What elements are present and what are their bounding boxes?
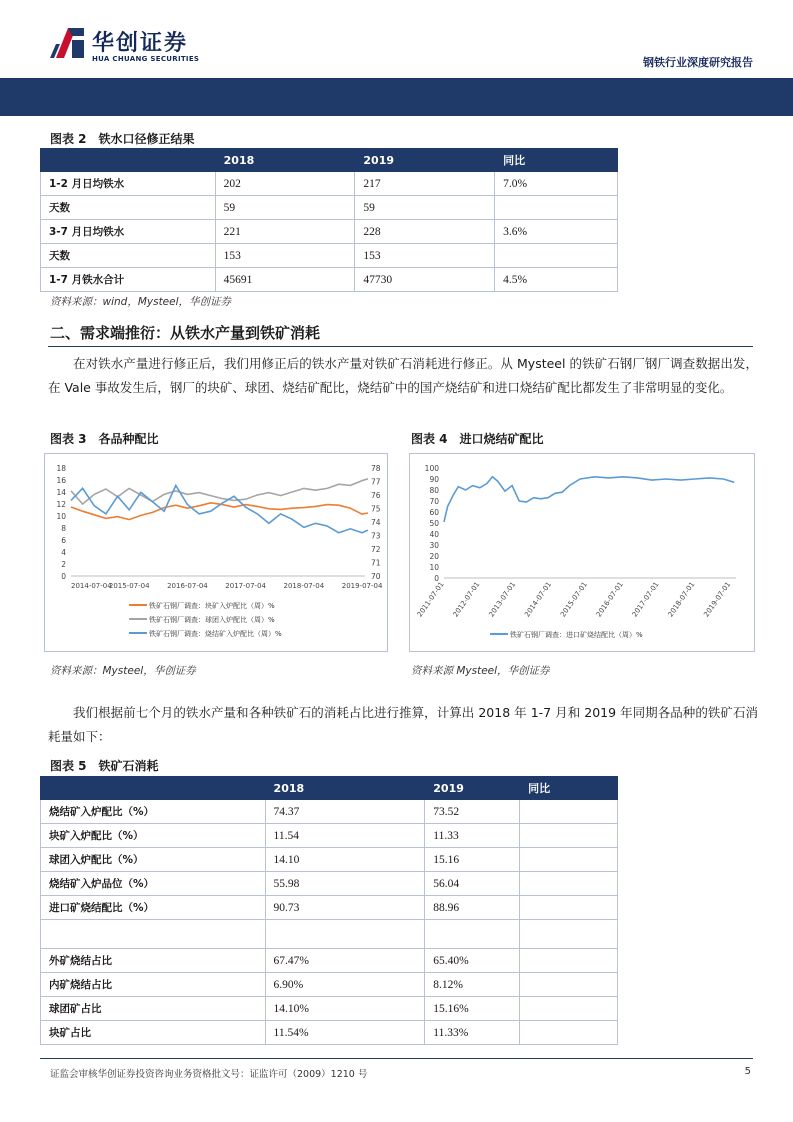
table-cell: 73.52 <box>425 800 520 824</box>
x-tick-label: 2013-07-01 <box>487 580 518 619</box>
row-label: 天数 <box>41 196 216 220</box>
section-divider <box>48 346 753 347</box>
column-header: 2019 <box>425 777 520 800</box>
table2-source: 资料来源：wind，Mysteel，华创证券 <box>50 296 232 308</box>
x-tick-label: 2018-07-01 <box>666 580 697 619</box>
figure4-caption-num: 图表 4 <box>411 432 448 446</box>
table2-caption <box>50 130 195 147</box>
iron-correction-table <box>40 148 618 292</box>
y-tick-label: 70 <box>429 497 439 506</box>
table-cell: 55.98 <box>265 872 425 896</box>
row-label: 球团矿占比 <box>41 997 266 1021</box>
table-row <box>41 268 618 292</box>
y-tick-label: 100 <box>424 464 439 473</box>
figure3-caption-num: 图表 3 <box>50 432 87 446</box>
table-cell: 11.33 <box>425 824 520 848</box>
table-row <box>41 220 618 244</box>
header-bar <box>0 78 793 116</box>
table-cell: 7.0% <box>495 172 618 196</box>
table-cell: 67.47% <box>265 949 425 973</box>
y-tick-label-left: 12 <box>56 500 66 509</box>
y-tick-label-left: 18 <box>56 464 66 473</box>
x-tick-label: 2015-07-04 <box>108 582 150 590</box>
row-label: 烧结矿入炉品位（%） <box>41 872 266 896</box>
table-cell <box>520 848 618 872</box>
figure3-caption-title: 各品种配比 <box>98 432 159 446</box>
table-row <box>41 997 618 1021</box>
ore-consumption-table <box>40 776 618 1045</box>
table-row <box>41 824 618 848</box>
row-label <box>41 920 266 949</box>
y-tick-label-right: 76 <box>371 491 381 500</box>
table-cell: 65.40% <box>425 949 520 973</box>
x-tick-label: 2014-07-04 <box>71 582 112 590</box>
x-tick-label: 2018-07-04 <box>283 582 325 590</box>
column-header <box>41 777 266 800</box>
y-tick-label: 30 <box>429 541 439 550</box>
table-cell <box>520 824 618 848</box>
table-row <box>41 949 618 973</box>
table-cell <box>265 920 425 949</box>
x-tick-label: 2019-07-01 <box>702 580 733 619</box>
table-cell: 88.96 <box>425 896 520 920</box>
column-header: 2018 <box>215 149 355 172</box>
y-tick-label-right: 70 <box>371 572 381 581</box>
y-tick-label: 80 <box>429 486 439 495</box>
footer-divider <box>40 1058 753 1059</box>
row-label: 球团入炉配比（%） <box>41 848 266 872</box>
table-cell: 11.54% <box>265 1021 425 1045</box>
y-tick-label-left: 10 <box>56 512 66 521</box>
y-tick-label-right: 75 <box>371 504 381 514</box>
table-cell: 90.73 <box>265 896 425 920</box>
table-cell <box>520 997 618 1021</box>
table-cell: 3.6% <box>495 220 618 244</box>
row-label: 1-7 月铁水合计 <box>41 268 216 292</box>
table2-caption-title: 铁水口径修正结果 <box>98 132 195 146</box>
page-number: 5 <box>744 1066 751 1077</box>
y-tick-label: 10 <box>429 563 439 572</box>
table5-caption <box>50 757 159 774</box>
column-header <box>41 149 216 172</box>
y-tick-label: 50 <box>429 519 439 528</box>
table-row <box>41 848 618 872</box>
table-cell: 228 <box>355 220 495 244</box>
table-cell: 8.12% <box>425 973 520 997</box>
x-tick-label: 2017-07-04 <box>225 582 266 590</box>
table-cell: 59 <box>355 196 495 220</box>
y-tick-label: 40 <box>429 530 439 539</box>
x-tick-label: 2017-07-01 <box>630 580 661 619</box>
legend-label: 铁矿石钢厂调查：球团入炉配比（周）% <box>149 616 275 624</box>
y-tick-label-left: 6 <box>61 536 66 545</box>
table-cell <box>520 949 618 973</box>
x-tick-label: 2014-07-01 <box>523 580 554 619</box>
section-title: 二、需求端推衍：从铁水产量到铁矿消耗 <box>50 324 321 342</box>
table-cell <box>520 1021 618 1045</box>
table-cell: 221 <box>215 220 355 244</box>
table-cell <box>520 872 618 896</box>
table-cell: 202 <box>215 172 355 196</box>
table-row <box>41 872 618 896</box>
row-label: 块矿入炉配比（%） <box>41 824 266 848</box>
table-header-row <box>41 777 618 800</box>
table-cell: 74.37 <box>265 800 425 824</box>
y-tick-label: 20 <box>429 552 439 561</box>
table-cell: 59 <box>215 196 355 220</box>
y-tick-label-right: 78 <box>371 464 381 473</box>
table-cell: 11.33% <box>425 1021 520 1045</box>
report-type: 钢铁行业深度研究报告 <box>643 56 753 69</box>
table-cell <box>425 920 520 949</box>
chart-imported-sinter <box>409 453 755 652</box>
row-label: 内矿烧结占比 <box>41 973 266 997</box>
figure4-caption-title: 进口烧结矿配比 <box>459 432 544 446</box>
table-row <box>41 1021 618 1045</box>
series-line <box>71 486 368 533</box>
table-cell: 15.16 <box>425 848 520 872</box>
legend-label: 铁矿石钢厂调查：进口矿烧结配比（周）% <box>510 631 643 639</box>
table-cell <box>520 973 618 997</box>
table-cell: 217 <box>355 172 495 196</box>
figure3-caption <box>50 430 159 447</box>
row-label: 烧结矿入炉配比（%） <box>41 800 266 824</box>
table-cell: 45691 <box>215 268 355 292</box>
row-label: 3-7 月日均铁水 <box>41 220 216 244</box>
footer-license: 证监会审核华创证券投资咨询业务资格批文号：证监许可（2009）1210 号 <box>50 1069 368 1080</box>
table-cell: 4.5% <box>495 268 618 292</box>
y-tick-label-left: 14 <box>56 488 66 497</box>
table-cell: 14.10 <box>265 848 425 872</box>
row-label: 外矿烧结占比 <box>41 949 266 973</box>
paragraph-2: 我们根据前七个月的铁水产量和各种铁矿石的消耗占比进行推算，计算出 2018 年 1-7 月和 2019 年同期各品种的铁矿石消耗量如下： <box>48 705 758 744</box>
table-row <box>41 244 618 268</box>
chart-imported-sinter-svg <box>410 454 754 651</box>
table-cell: 15.16% <box>425 997 520 1021</box>
table-row <box>41 973 618 997</box>
column-header: 2018 <box>265 777 425 800</box>
column-header: 同比 <box>495 149 618 172</box>
row-label: 天数 <box>41 244 216 268</box>
series-line <box>444 477 734 522</box>
column-header: 同比 <box>520 777 618 800</box>
table-header-row <box>41 149 618 172</box>
table-row <box>41 920 618 949</box>
table2-caption-num: 图表 2 <box>50 132 87 146</box>
y-tick-label: 0 <box>434 574 439 583</box>
x-tick-label: 2016-07-01 <box>594 580 625 619</box>
row-label: 进口矿烧结配比（%） <box>41 896 266 920</box>
figure3-source: 资料来源：Mysteel，华创证券 <box>50 665 196 677</box>
y-tick-label-left: 16 <box>56 476 66 485</box>
table-cell <box>520 800 618 824</box>
table-cell: 11.54 <box>265 824 425 848</box>
x-tick-label: 2011-07-01 <box>415 580 446 619</box>
y-tick-label-right: 71 <box>371 558 381 568</box>
company-name-cn: 华创证券 <box>92 31 189 56</box>
y-tick-label-right: 74 <box>371 518 381 527</box>
table-row <box>41 172 618 196</box>
table-cell <box>495 196 618 220</box>
x-tick-label: 2016-07-04 <box>167 582 208 590</box>
y-tick-label: 60 <box>429 508 439 517</box>
chart-product-ratio-svg <box>45 454 387 651</box>
table-cell: 14.10% <box>265 997 425 1021</box>
company-name-en: HUA CHUANG SECURITIES <box>92 55 200 63</box>
paragraph-1: 在对铁水产量进行修正后，我们用修正后的铁水产量对铁矿石消耗进行修正。从 Mysteel 的铁矿石钢厂钢厂调查数据出发，在 Vale 事故发生后，钢厂的块矿、球团、烧结矿配比，烧结矿中的国产烧结矿和进口烧结矿配比都发生了非常明显的变化。 <box>48 356 758 395</box>
x-tick-label: 2015-07-01 <box>559 580 589 619</box>
y-tick-label-right: 72 <box>371 545 381 554</box>
legend-label: 铁矿石钢厂调查：块矿入炉配比（周）% <box>149 602 275 610</box>
table-cell: 153 <box>355 244 495 268</box>
table-row <box>41 800 618 824</box>
y-tick-label-right: 77 <box>371 477 381 487</box>
legend-label: 铁矿石钢厂调查：烧结矿入炉配比（周）% <box>149 630 282 638</box>
column-header: 2019 <box>355 149 495 172</box>
table-cell: 153 <box>215 244 355 268</box>
y-tick-label-left: 2 <box>61 560 66 569</box>
table5-caption-num: 图表 5 <box>50 759 87 773</box>
table-cell: 47730 <box>355 268 495 292</box>
x-tick-label: 2012-07-01 <box>451 580 482 619</box>
row-label: 块矿占比 <box>41 1021 266 1045</box>
table-cell <box>520 920 618 949</box>
figure4-source: 资料来源 Mysteel，华创证券 <box>411 665 550 677</box>
figure4-caption <box>411 430 544 447</box>
chart-product-ratio <box>44 453 388 652</box>
y-tick-label-left: 4 <box>61 548 66 557</box>
y-tick-label: 90 <box>429 475 439 484</box>
table-cell: 56.04 <box>425 872 520 896</box>
table-row <box>41 196 618 220</box>
table-row <box>41 896 618 920</box>
table-cell <box>495 244 618 268</box>
y-tick-label-left: 8 <box>61 524 66 533</box>
y-tick-label-left: 0 <box>61 572 66 581</box>
table5-caption-title: 铁矿石消耗 <box>98 759 159 773</box>
company-logo-icon <box>50 26 84 58</box>
table-cell <box>520 896 618 920</box>
table-cell: 6.90% <box>265 973 425 997</box>
x-tick-label: 2019-07-04 <box>341 582 383 590</box>
y-tick-label-right: 73 <box>371 531 381 541</box>
row-label: 1-2 月日均铁水 <box>41 172 216 196</box>
